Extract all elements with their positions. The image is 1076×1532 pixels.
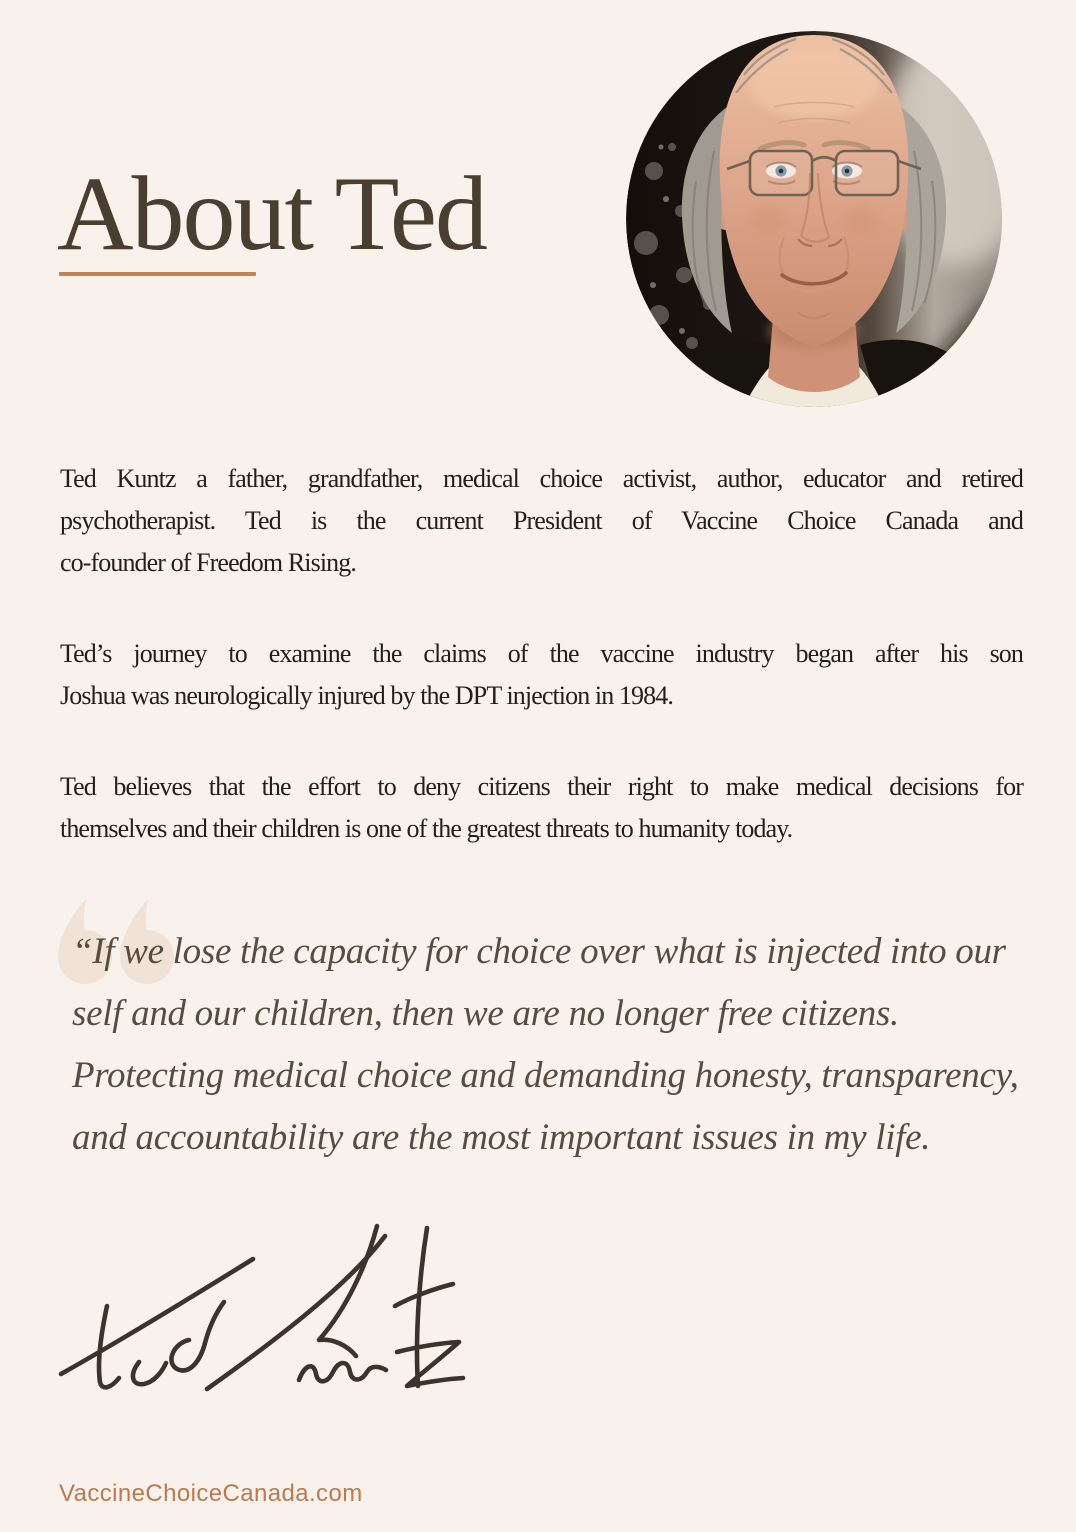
paragraph-line: Joshua was neurologically injured by the DPT injection in 1984. (60, 681, 673, 710)
ted-kuntz-signature (55, 1222, 467, 1423)
about-copy (60, 458, 1023, 899)
paragraph-line: themselves and their children is one of the greatest threats to humanity today. (60, 814, 793, 843)
paragraph-line: Ted’s journey to examine the claims of the vaccine industry began after his son (60, 639, 1023, 668)
ted-portrait-illustration (626, 31, 1002, 407)
heading-underline (59, 272, 256, 276)
quote-line: “If we lose the capacity for choice over what is injected into our (72, 931, 1006, 972)
quote-line: self and our children, then we are no longer free citizens. (72, 993, 899, 1034)
about-paragraph (60, 633, 1023, 717)
about-paragraph (60, 766, 1023, 850)
quote-line: and accountability are the most important issues in my life. (72, 1117, 931, 1158)
website-link[interactable]: VaccineChoiceCanada.com (59, 1480, 363, 1507)
about-paragraph (60, 458, 1023, 584)
paragraph-line: co-founder of Freedom Rising. (60, 548, 356, 577)
page-title: About Ted (57, 155, 486, 272)
paragraph-line: psychotherapist. Ted is the current President of Vaccine Choice Canada and (60, 506, 1023, 535)
ted-quote (72, 921, 1032, 1169)
paragraph-line: Ted Kuntz a father, grandfather, medical choice activist, author, educator and retired (60, 464, 1023, 493)
ted-portrait-photo (626, 31, 1002, 407)
paragraph-line: Ted believes that the effort to deny citizens their right to make medical decisions for (60, 772, 1023, 801)
quote-line: Protecting medical choice and demanding honesty, transparency, (72, 1055, 1019, 1096)
